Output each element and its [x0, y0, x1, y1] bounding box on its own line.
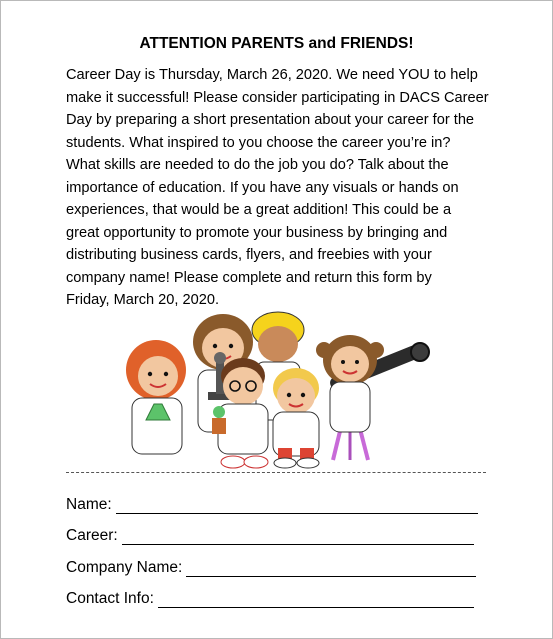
body-line: Day by preparing a short presentation about your career for the — [66, 112, 475, 128]
boy-blond — [273, 368, 319, 468]
page-title: ATTENTION PARENTS and FRIENDS! — [139, 35, 414, 52]
body-line: great opportunity to promote your business by bringing and — [66, 224, 448, 241]
body-line: importance of education. If you have any visuals or hands on — [66, 179, 459, 196]
body-line: What skills are needed to do the job you do? Talk about the — [66, 157, 449, 173]
body-line: experiences, that would be a great addition! This could be a — [66, 202, 452, 218]
tear-off-divider — [66, 472, 486, 473]
career-line[interactable] — [122, 528, 474, 545]
name-field[interactable] — [66, 496, 478, 514]
company-line[interactable] — [186, 560, 476, 577]
girl-right — [316, 335, 384, 432]
kids-science-clipart — [118, 300, 438, 470]
body-line: students. What inspired to you choose the career you’re in? — [66, 134, 451, 151]
career-label: Career: — [66, 527, 118, 544]
body-line: distributing business cards, flyers, and freebies with your — [66, 247, 432, 263]
company-field[interactable] — [66, 559, 476, 577]
body-line: make it successful! Please consider participating in DACS Career — [66, 89, 489, 106]
body-line: Friday, March 20, 2020. — [66, 292, 220, 308]
announcement-text — [66, 64, 496, 312]
contact-field[interactable] — [66, 590, 474, 608]
career-field[interactable] — [66, 527, 474, 545]
company-label: Company Name: — [66, 559, 183, 576]
contact-label: Contact Info: — [66, 590, 154, 607]
body-line: Career Day is Thursday, March 26, 2020. We need YOU to help — [66, 67, 478, 83]
contact-line[interactable] — [158, 591, 474, 608]
name-line[interactable] — [116, 497, 478, 514]
girl-orange-hair — [126, 340, 186, 454]
body-line: company name! Please complete and return this form by — [66, 269, 432, 286]
name-label: Name: — [66, 496, 112, 513]
